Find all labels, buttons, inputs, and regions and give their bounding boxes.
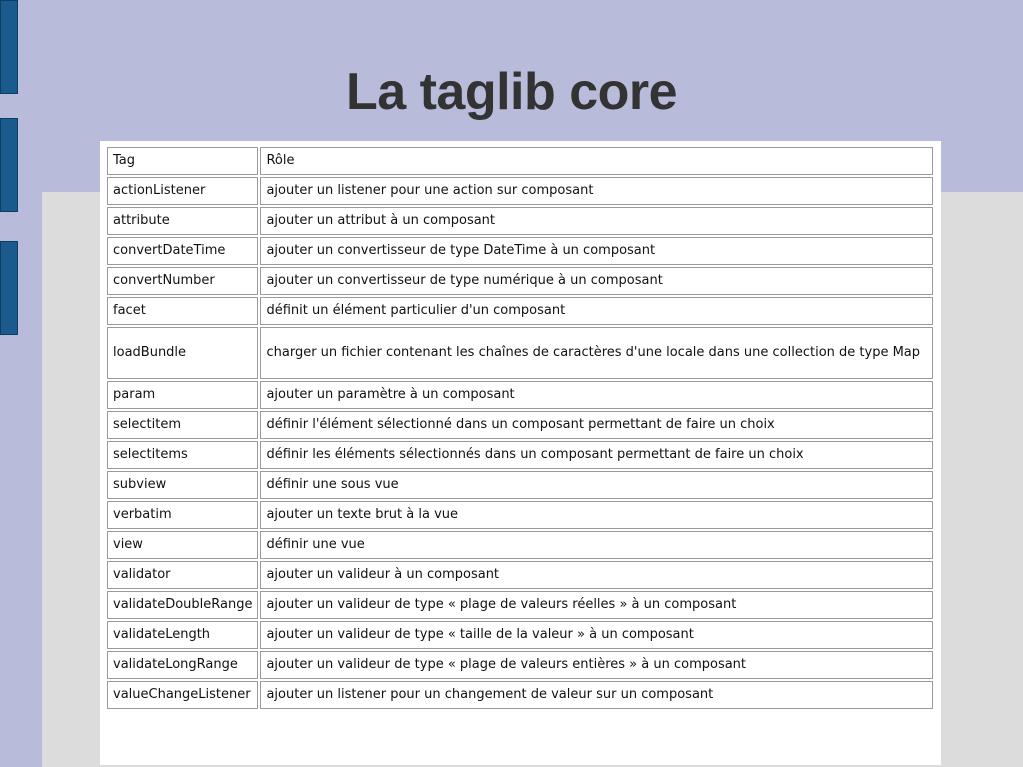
role-cell: ajouter un texte brut à la vue (260, 501, 933, 529)
table-container (100, 141, 941, 765)
role-cell: ajouter un valideur de type « taille de la valeur » à un composant (260, 621, 933, 649)
table-row (107, 561, 933, 589)
role-cell: ajouter un valideur de type « plage de valeurs entières » à un composant (260, 651, 933, 679)
table-row (107, 207, 933, 235)
tag-cell: facet (107, 297, 258, 325)
role-cell: définir l'élément sélectionné dans un composant permettant de faire un choix (260, 411, 933, 439)
tag-cell: convertDateTime (107, 237, 258, 265)
table-row (107, 621, 933, 649)
table-row (107, 177, 933, 205)
table-row (107, 297, 933, 325)
table-row (107, 267, 933, 295)
slide-title: La taglib core (345, 63, 678, 121)
tag-cell: subview (107, 471, 258, 499)
tag-cell: valueChangeListener (107, 681, 258, 709)
tag-cell: validateDoubleRange (107, 591, 258, 619)
role-cell: définir une vue (260, 531, 933, 559)
role-cell: ajouter un valideur à un composant (260, 561, 933, 589)
role-cell: charger un fichier contenant les chaînes de caractères d'une locale dans une collection de type Map (260, 327, 933, 379)
table-header-row (107, 147, 933, 175)
table-row (107, 531, 933, 559)
role-cell: ajouter un listener pour un changement de valeur sur un composant (260, 681, 933, 709)
role-cell: définir les éléments sélectionnés dans un composant permettant de faire un choix (260, 441, 933, 469)
table-row (107, 381, 933, 409)
role-cell: définir une sous vue (260, 471, 933, 499)
taglib-table (105, 145, 935, 711)
tag-cell: validateLength (107, 621, 258, 649)
role-cell: définit un élément particulier d'un composant (260, 297, 933, 325)
tag-cell: view (107, 531, 258, 559)
tag-cell: selectitems (107, 441, 258, 469)
tag-cell: convertNumber (107, 267, 258, 295)
table-row (107, 591, 933, 619)
left-decoration-bar-2 (0, 118, 18, 212)
table-row (107, 411, 933, 439)
table-row (107, 501, 933, 529)
header-tag: Tag (107, 147, 258, 175)
role-cell: ajouter un attribut à un composant (260, 207, 933, 235)
left-decoration-bar-3 (0, 241, 18, 335)
tag-cell: verbatim (107, 501, 258, 529)
role-cell: ajouter un paramètre à un composant (260, 381, 933, 409)
tag-cell: actionListener (107, 177, 258, 205)
header-role: Rôle (260, 147, 933, 175)
tag-cell: param (107, 381, 258, 409)
table-row (107, 237, 933, 265)
table-row (107, 681, 933, 709)
tag-cell: validator (107, 561, 258, 589)
table-row (107, 441, 933, 469)
role-cell: ajouter un listener pour une action sur composant (260, 177, 933, 205)
role-cell: ajouter un convertisseur de type DateTime à un composant (260, 237, 933, 265)
tag-cell: validateLongRange (107, 651, 258, 679)
table-row (107, 471, 933, 499)
tag-cell: loadBundle (107, 327, 258, 379)
role-cell: ajouter un valideur de type « plage de valeurs réelles » à un composant (260, 591, 933, 619)
tag-cell: attribute (107, 207, 258, 235)
table-row (107, 327, 933, 379)
tag-cell: selectitem (107, 411, 258, 439)
role-cell: ajouter un convertisseur de type numérique à un composant (260, 267, 933, 295)
table-row (107, 651, 933, 679)
